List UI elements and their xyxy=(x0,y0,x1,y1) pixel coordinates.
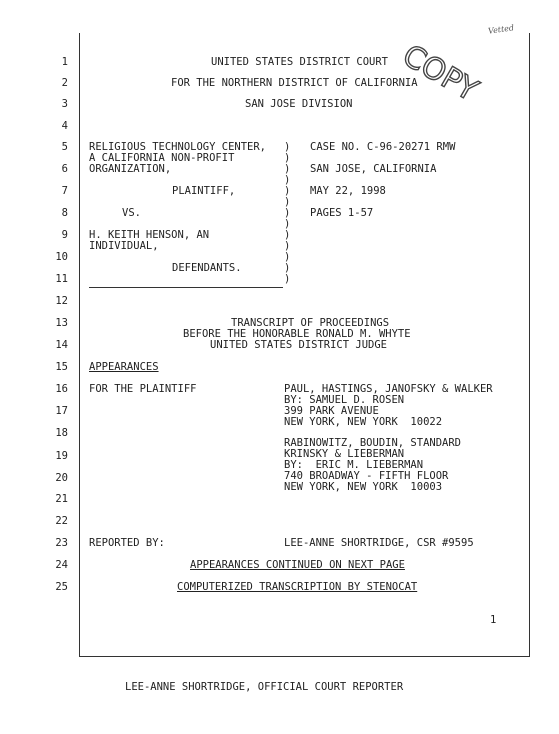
caption-paren: ) xyxy=(284,163,291,175)
firm2-line: KRINSKY & LIEBERMAN xyxy=(284,448,405,460)
line-number: 10 xyxy=(55,251,68,263)
firm2-line: 740 BROADWAY - FIFTH FLOOR xyxy=(284,470,449,482)
case-date: MAY 22, 1998 xyxy=(310,185,386,197)
caption-paren: ) xyxy=(284,152,291,164)
line-number: 18 xyxy=(55,427,68,439)
reporter-name: LEE-ANNE SHORTRIDGE, CSR #9595 xyxy=(284,537,474,549)
handwritten-note: Vetted xyxy=(487,23,515,36)
plaintiff-name-line: RELIGIOUS TECHNOLOGY CENTER, xyxy=(89,141,267,153)
appearances-continued: APPEARANCES CONTINUED ON NEXT PAGE xyxy=(190,559,405,571)
firm2-line: RABINOWITZ, BOUDIN, STANDARD xyxy=(284,437,462,449)
line-number: 19 xyxy=(55,450,68,462)
caption-paren: ) xyxy=(284,185,291,197)
plaintiff-name-line: A CALIFORNIA NON-PROFIT xyxy=(89,152,235,164)
firm1-line: PAUL, HASTINGS, JANOFSKY & WALKER xyxy=(284,383,493,395)
caption-paren: ) xyxy=(284,262,291,274)
line-number: 25 xyxy=(55,581,68,593)
case-pages: PAGES 1-57 xyxy=(310,207,374,219)
line-number: 17 xyxy=(55,405,68,417)
computerized-transcription: COMPUTERIZED TRANSCRIPTION BY STENOCAT xyxy=(177,581,418,593)
caption-paren: ) xyxy=(284,251,291,263)
line-number: 8 xyxy=(61,207,68,219)
line-number: 5 xyxy=(61,141,68,153)
footer-reporter: LEE-ANNE SHORTRIDGE, OFFICIAL COURT REPORTER xyxy=(125,681,404,693)
line-number: 11 xyxy=(55,273,68,285)
line-number: 2 xyxy=(61,77,68,89)
line-number: 21 xyxy=(55,493,68,505)
line-number: 4 xyxy=(61,120,68,132)
caption-rule xyxy=(89,287,283,288)
district-name: FOR THE NORTHERN DISTRICT OF CALIFORNIA xyxy=(171,77,418,89)
line-number: 20 xyxy=(55,472,68,484)
defendant-name-line: H. KEITH HENSON, AN xyxy=(89,229,210,241)
plaintiff-label: PLAINTIFF, xyxy=(172,185,236,197)
line-number: 9 xyxy=(61,229,68,241)
caption-paren: ) xyxy=(284,218,291,230)
caption-paren: ) xyxy=(284,240,291,252)
caption-paren: ) xyxy=(284,141,291,153)
line-number: 6 xyxy=(61,163,68,175)
firm1-line: BY: SAMUEL D. ROSEN xyxy=(284,394,405,406)
caption-paren: ) xyxy=(284,273,291,285)
transcript-title: TRANSCRIPT OF PROCEEDINGS xyxy=(231,317,390,329)
line-number: 24 xyxy=(55,559,68,571)
line-number: 14 xyxy=(55,339,68,351)
copy-stamp-text: COPY xyxy=(396,38,484,109)
appearances-heading: APPEARANCES xyxy=(89,361,159,373)
firm2-line: NEW YORK, NEW YORK 10003 xyxy=(284,481,443,493)
judge-title-line: UNITED STATES DISTRICT JUDGE xyxy=(210,339,388,351)
case-number: CASE NO. C-96-20271 RMW xyxy=(310,141,456,153)
firm1-line: NEW YORK, NEW YORK 10022 xyxy=(284,416,443,428)
page-number: 1 xyxy=(490,614,497,626)
defendant-name-line: INDIVIDUAL, xyxy=(89,240,159,252)
plaintiff-name-line: ORGANIZATION, xyxy=(89,163,172,175)
firm2-line: BY: ERIC M. LIEBERMAN xyxy=(284,459,424,471)
line-number: 3 xyxy=(61,98,68,110)
caption-paren: ) xyxy=(284,207,291,219)
line-number: 15 xyxy=(55,361,68,373)
line-number: 22 xyxy=(55,515,68,527)
case-location: SAN JOSE, CALIFORNIA xyxy=(310,163,437,175)
defendant-label: DEFENDANTS. xyxy=(172,262,242,274)
caption-paren: ) xyxy=(284,229,291,241)
caption-paren: ) xyxy=(284,196,291,208)
caption-paren: ) xyxy=(284,174,291,186)
reported-by-label: REPORTED BY: xyxy=(89,537,165,549)
line-number: 23 xyxy=(55,537,68,549)
division-name: SAN JOSE DIVISION xyxy=(245,98,353,110)
versus-label: VS. xyxy=(122,207,141,219)
firm1-line: 399 PARK AVENUE xyxy=(284,405,379,417)
judge-line: BEFORE THE HONORABLE RONALD M. WHYTE xyxy=(183,328,411,340)
line-number: 12 xyxy=(55,295,68,307)
line-number: 7 xyxy=(61,185,68,197)
court-name: UNITED STATES DISTRICT COURT xyxy=(211,56,389,68)
line-number: 16 xyxy=(55,383,68,395)
line-number: 1 xyxy=(61,56,68,68)
for-plaintiff-label: FOR THE PLAINTIFF xyxy=(89,383,197,395)
line-number: 13 xyxy=(55,317,68,329)
